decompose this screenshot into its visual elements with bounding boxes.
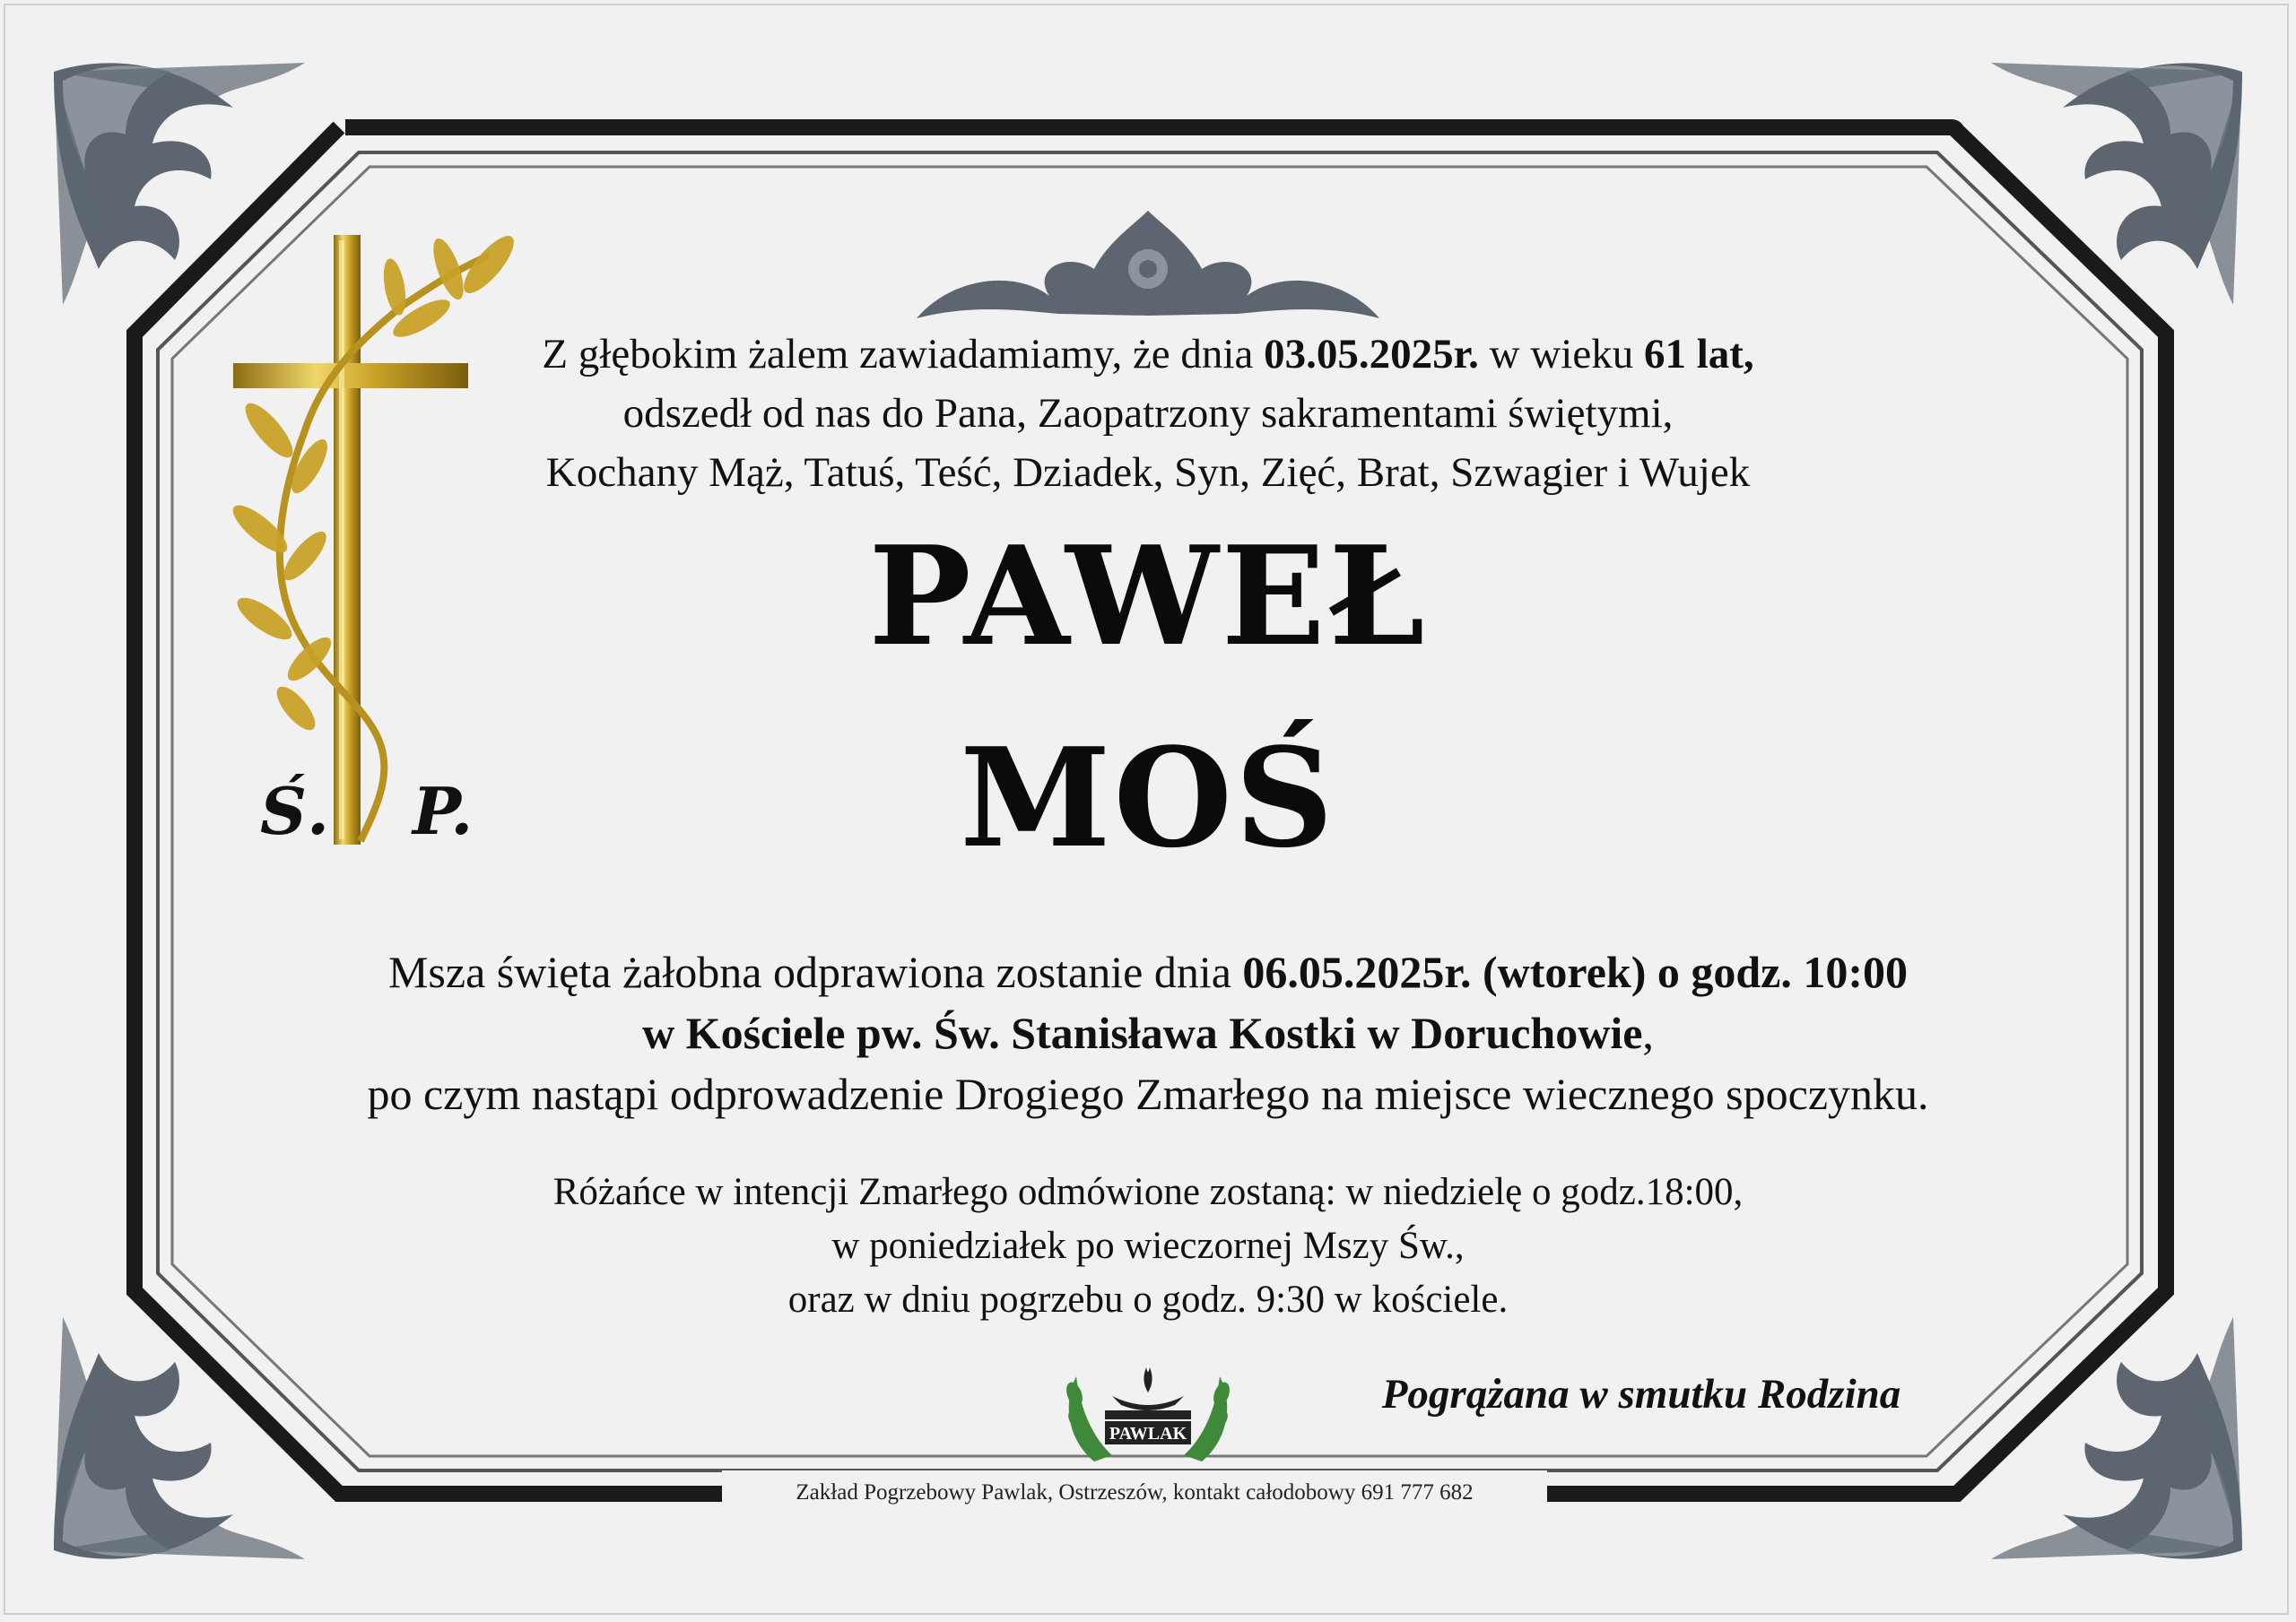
age: 61 lat, — [1643, 331, 1754, 377]
corner-ornament-top-left — [54, 63, 305, 305]
intro-line-1: Z głębokim żalem zawiadamiamy, że dnia 03.05.2025r. w wieku 61 lat, — [542, 331, 1754, 377]
mass-line-1: Msza święta żałobna odprawiona zostanie dnia 06.05.2025r. (wtorek) o godz. 10:00 — [387, 947, 1909, 997]
rosary-line-2: w poniedziałek po wieczornej Mszy Św., — [831, 1225, 1465, 1267]
mass-line-3: po czym nastąpi odprowadzenie Drogiego Zmarłego na miejsce wiecznego spoczynku. — [367, 1069, 1929, 1119]
logo-text: PAWLAK — [1109, 1424, 1187, 1444]
intro-line-2: odszedł od nas do Pana, Zaopatrzony sakramentami świętymi, — [622, 390, 1674, 437]
mass-date-time: 06.05.2025r. (wtorek) o godz. 10:00 — [1242, 947, 1909, 997]
family-signature: Pogrążana w smutku Rodzina — [1381, 1371, 1901, 1418]
corner-ornament-bottom-right — [1991, 1317, 2242, 1559]
top-flourish-ornament — [917, 211, 1379, 318]
sp-letter-s: Ś. — [260, 773, 330, 849]
church-name: w Kościele pw. Św. Stanisława Kostki w Doruchowie — [642, 1008, 1643, 1058]
mass-info — [0, 941, 2296, 1124]
sp-letter-p: P. — [413, 773, 474, 849]
corner-ornament-bottom-left — [54, 1317, 305, 1559]
corner-ornament-top-right — [1991, 63, 2242, 305]
rosary-line-1: Różańce w intencji Zmarłego odmówione zostaną: w niedzielę o godz.18:00, — [552, 1171, 1744, 1213]
mass-line-2: w Kościele pw. Św. Stanisława Kostki w Doruchowie, — [642, 1008, 1654, 1058]
intro-line-3: Kochany Mąż, Tatuś, Teść, Dziadek, Syn, Zięć, Brat, Szwagier i Wujek — [545, 449, 1751, 496]
footer-contact: Zakład Pogrzebowy Pawlak, Ostrzeszów, kontakt całodobowy 691 777 682 — [722, 1470, 1547, 1515]
death-date: 03.05.2025r. — [1264, 331, 1479, 377]
rosary-line-3: oraz w dniu pogrzebu o godz. 9:30 w kościele. — [787, 1279, 1509, 1321]
intro-text — [0, 325, 2296, 502]
deceased-first-name: PAWEŁ — [868, 516, 1428, 676]
funeral-home-logo — [1058, 1349, 1238, 1475]
deceased-last-name: MOŚ — [960, 717, 1336, 878]
rosary-info — [0, 1166, 2296, 1327]
